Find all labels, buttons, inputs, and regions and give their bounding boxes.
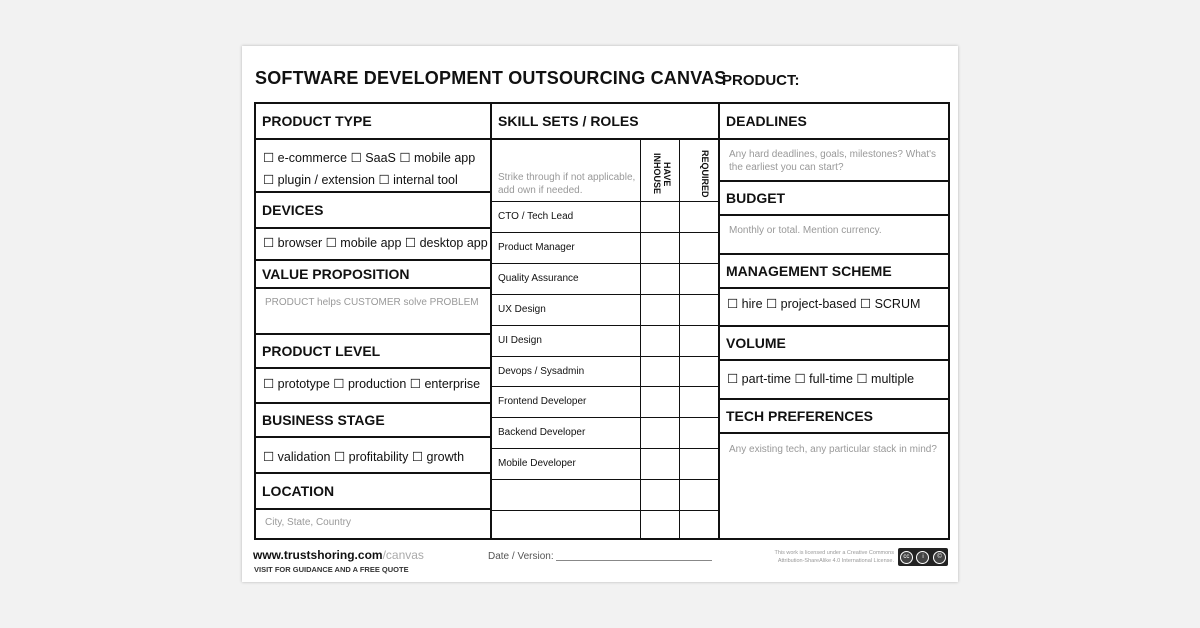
business-stage-options[interactable]: ☐ validation ☐ profitability ☐ growth (263, 450, 465, 464)
location-hint[interactable]: City, State, Country (265, 517, 351, 528)
devices-heading: DEVICES (256, 193, 490, 229)
role-label[interactable]: Frontend Developer (498, 396, 587, 408)
footer-url[interactable] (253, 548, 424, 562)
required-cell[interactable] (680, 326, 717, 355)
footer-url-path[interactable]: /canvas (382, 548, 424, 562)
canvas-grid (254, 102, 950, 540)
required-cell[interactable] (680, 357, 717, 386)
have-inhouse-cell[interactable] (641, 295, 679, 324)
attribution-icon: i (916, 551, 929, 564)
have-inhouse-cell[interactable] (641, 449, 679, 478)
deadlines-heading: DEADLINES (720, 104, 948, 140)
role-label[interactable]: CTO / Tech Lead (498, 211, 574, 222)
value-proposition-hint[interactable]: PRODUCT helps CUSTOMER solve PROBLEM (265, 297, 479, 308)
middle-column (492, 104, 720, 538)
license-text (720, 549, 894, 565)
have-inhouse-cell[interactable] (641, 418, 679, 447)
product-level-heading: PRODUCT LEVEL (256, 335, 490, 369)
deadlines-hint[interactable]: Any hard deadlines, goals, milestones? What's the earliest you can start? (729, 149, 937, 173)
required-cell[interactable] (680, 418, 717, 447)
location-heading: LOCATION (256, 474, 490, 510)
product-type-heading: PRODUCT TYPE (256, 104, 490, 140)
role-label[interactable]: Quality Assurance (498, 272, 579, 284)
management-scheme-heading: MANAGEMENT SCHEME (720, 255, 948, 289)
skill-sets-hint: Strike through if not applicable, add own if needed. (498, 172, 636, 196)
product-level-options[interactable]: ☐ prototype ☐ production ☐ enterprise (263, 377, 481, 391)
have-inhouse-cell[interactable] (641, 480, 679, 509)
required-cell[interactable] (680, 202, 717, 231)
tech-preferences-hint[interactable]: Any existing tech, any particular stack in mind? (729, 444, 937, 455)
page-title: SOFTWARE DEVELOPMENT OUTSOURCING CANVAS (255, 68, 727, 88)
role-label[interactable]: Mobile Developer (498, 458, 576, 470)
value-proposition-heading: VALUE PROPOSITION (256, 261, 490, 289)
product-type-line-1[interactable]: ☐ e-commerce ☐ SaaS ☐ mobile app (263, 151, 476, 165)
budget-heading: BUDGET (720, 182, 948, 216)
have-inhouse-header: HAVE INHOUSE (652, 153, 672, 195)
have-inhouse-cell[interactable] (641, 264, 679, 293)
right-column (720, 104, 948, 538)
role-label[interactable]: UX Design (498, 303, 546, 315)
business-stage-heading: BUSINESS STAGE (256, 404, 490, 438)
required-header: REQUIRED (700, 150, 710, 198)
have-inhouse-cell[interactable] (641, 326, 679, 355)
required-cell[interactable] (680, 264, 717, 293)
have-inhouse-cell[interactable] (641, 233, 679, 262)
required-cell[interactable] (680, 480, 717, 509)
tech-preferences-heading: TECH PREFERENCES (720, 400, 948, 434)
volume-options[interactable]: ☐ part-time ☐ full-time ☐ multiple (727, 372, 915, 386)
cc-icon: cc (900, 551, 913, 564)
have-inhouse-cell[interactable] (641, 387, 679, 416)
role-label[interactable]: UI Design (498, 334, 542, 346)
role-label[interactable]: Product Manager (498, 241, 575, 253)
role-label[interactable]: Backend Developer (498, 427, 586, 439)
footer-url-main[interactable]: www.trustshoring.com (253, 548, 383, 562)
share-alike-icon: © (933, 551, 946, 564)
role-label[interactable]: Devops / Sysadmin (498, 365, 585, 377)
creative-commons-badge-icon[interactable] (898, 548, 948, 566)
budget-hint[interactable]: Monthly or total. Mention currency. (729, 225, 882, 236)
devices-options[interactable]: ☐ browser ☐ mobile app ☐ desktop app (263, 236, 488, 250)
date-version-label: Date / Version: (488, 551, 554, 562)
volume-heading: VOLUME (720, 327, 948, 361)
left-column (256, 104, 492, 538)
required-cell[interactable] (680, 449, 717, 478)
required-cell[interactable] (680, 295, 717, 324)
product-type-options[interactable] (263, 147, 488, 191)
have-inhouse-cell[interactable] (641, 357, 679, 386)
required-cell[interactable] (680, 511, 717, 540)
required-cell[interactable] (680, 387, 717, 416)
date-version-field[interactable] (556, 560, 712, 561)
required-cell[interactable] (680, 233, 717, 262)
license-line-2: Attribution-ShareAlike 4.0 International License. (777, 558, 894, 564)
skill-sets-heading: SKILL SETS / ROLES (492, 104, 718, 140)
product-label: PRODUCT: (722, 72, 800, 89)
management-scheme-options[interactable]: ☐ hire ☐ project-based ☐ SCRUM (727, 297, 921, 311)
have-inhouse-cell[interactable] (641, 202, 679, 231)
have-inhouse-cell[interactable] (641, 511, 679, 540)
product-type-line-2[interactable]: ☐ plugin / extension ☐ internal tool (263, 173, 458, 187)
footer-subline: VISIT FOR GUIDANCE AND A FREE QUOTE (254, 565, 409, 574)
license-line-1: This work is licensed under a Creative Commons (774, 550, 894, 556)
